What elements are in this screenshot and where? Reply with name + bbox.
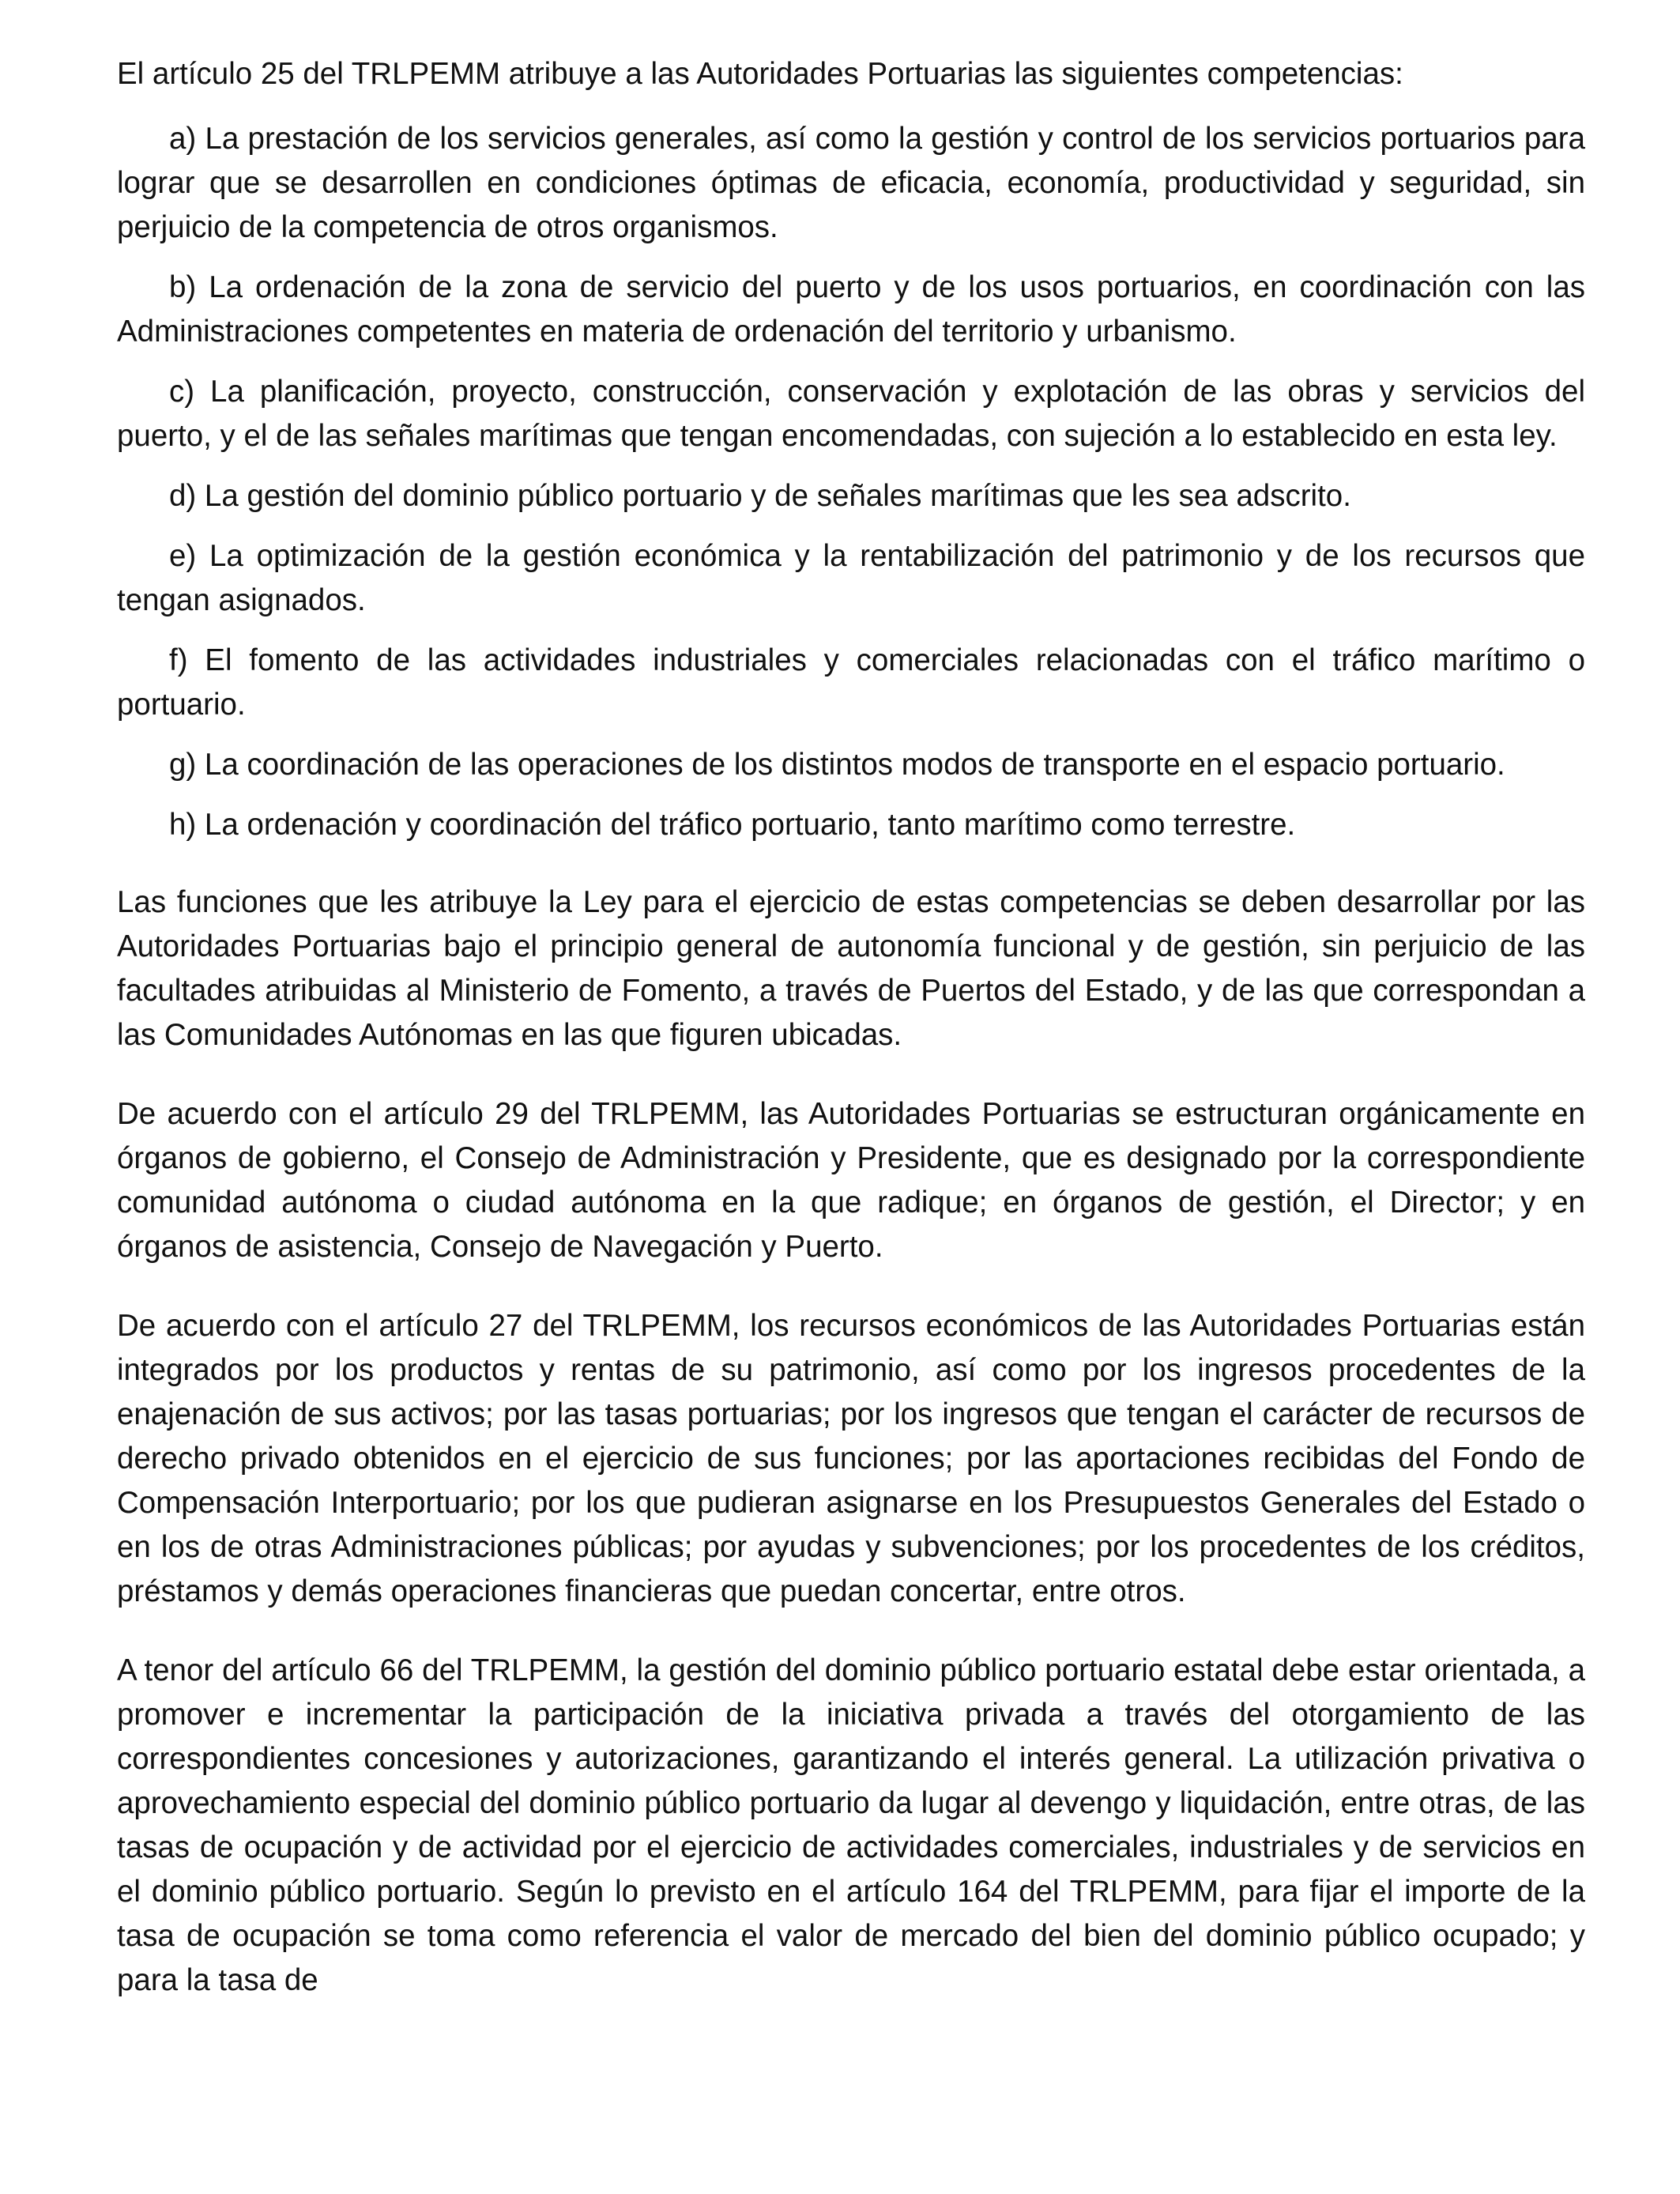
functions-paragraph: Las funciones que les atribuye la Ley para el ejercicio de estas competencias se deben desarrollar por las Autoridades Portuarias bajo el principio general de autonomía funcional y de gestión, sin perjuicio de las facultades atribuidas al Ministerio de Fomento, a través de Puertos del Estado, y de las que correspondan a las Comunidades Autónomas en las que figuren ubicadas. [117,885,1585,1052]
structure-paragraph: De acuerdo con el artículo 29 del TRLPEMM, las Autoridades Portuarias se estructuran orgánicamente en órganos de gobierno, el Consejo de Administración y Presidente, que es designado por la correspondiente comunidad autónoma o ciudad autónoma en la que radique; en órganos de gestión, el Director; y en órganos de asistencia, Consejo de Navegación y Puerto. [117,1097,1585,1264]
competence-item-b: b) La ordenación de la zona de servicio del puerto y de los usos portuarios, en coordinación con las Administraciones competentes en materia de ordenación del territorio y urbanismo. [117,270,1585,349]
competence-item-a: a) La prestación de los servicios generales, así como la gestión y control de los servicios portuarios para lograr que se desarrollen en condiciones óptimas de eficacia, economía, productividad y seguridad, sin perjuicio de la competencia de otros organismos. [117,122,1585,244]
competence-item-g: g) La coordinación de las operaciones de los distintos modos de transporte en el espacio portuario. [169,748,1505,782]
document-page [117,52,1585,2038]
competence-item-h: h) La ordenación y coordinación del tráfico portuario, tanto marítimo como terrestre. [169,808,1296,842]
resources-paragraph: De acuerdo con el artículo 27 del TRLPEMM, los recursos económicos de las Autoridades Portuarias están integrados por los productos y rentas de su patrimonio, así como por los ingresos procedentes de la enajenación de sus activos; por las tasas portuarias; por los ingresos que tengan el carácter de recursos de derecho privado obtenidos en el ejercicio de sus funciones; por las aportaciones recibidas del Fondo de Compensación Interportuario; por los que pudieran asignarse en los Presupuestos Generales del Estado o en los de otras Administraciones públicas; por ayudas y subvenciones; por los procedentes de los créditos, préstamos y demás operaciones financieras que puedan concertar, entre otros. [117,1309,1585,1608]
competence-item-d: d) La gestión del dominio público portuario y de señales marítimas que les sea adscrito. [169,479,1351,513]
competence-item-c: c) La planificación, proyecto, construcción, conservación y explotación de las obras y servicios del puerto, y el de las señales marítimas que tengan encomendadas, con sujeción a lo establecido en esta ley. [117,375,1585,453]
public-domain-paragraph: A tenor del artículo 66 del TRLPEMM, la gestión del dominio público portuario estatal debe estar orientada, a promover e incrementar la participación de la iniciativa privada a través del otorgamiento de las correspondientes concesiones y autorizaciones, garantizando el interés general. La utilización privativa o aprovechamiento especial del dominio público portuario da lugar al devengo y liquidación, entre otras, de las tasas de ocupación y de actividad por el ejercicio de actividades comerciales, industriales y de servicios en el dominio público portuario. Según lo previsto en el artículo 164 del TRLPEMM, para fijar el importe de la tasa de ocupación se toma como referencia el valor de mercado del bien del dominio público ocupado; y para la tasa de [117,1653,1585,1997]
intro-paragraph: El artículo 25 del TRLPEMM atribuye a las Autoridades Portuarias las siguientes competencias: [117,57,1403,91]
competence-item-e: e) La optimización de la gestión económica y la rentabilización del patrimonio y de los recursos que tengan asignados. [117,539,1585,617]
competence-item-f: f) El fomento de las actividades industriales y comerciales relacionadas con el tráfico marítimo o portuario. [117,643,1585,722]
